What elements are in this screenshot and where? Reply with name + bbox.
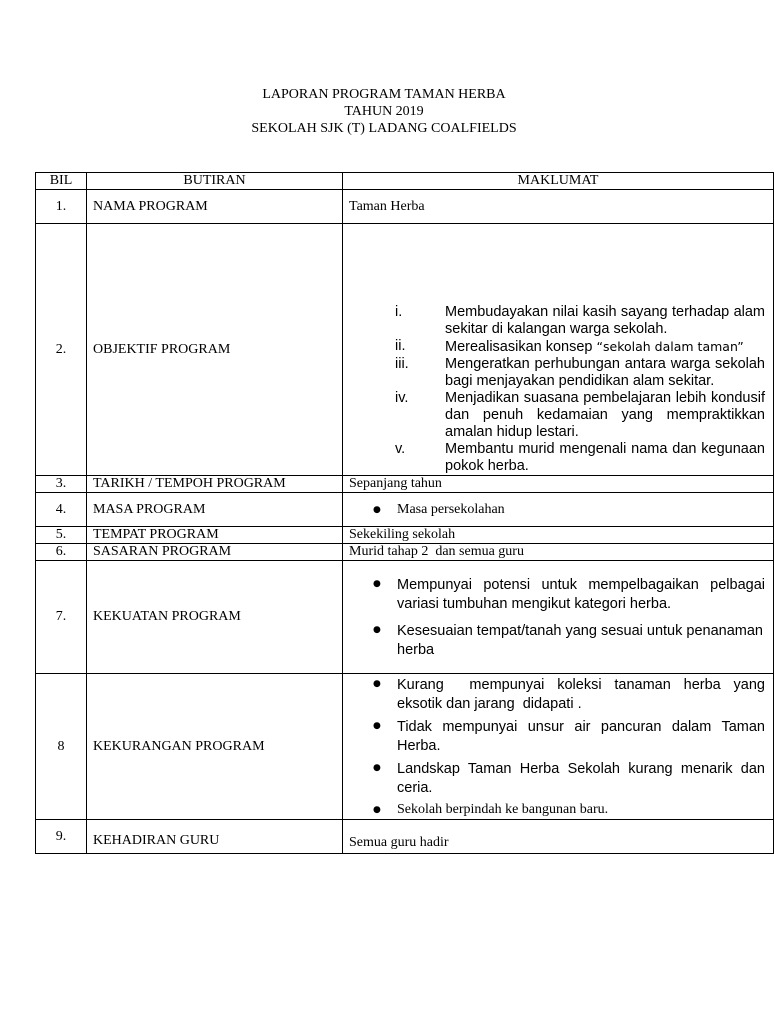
column-header-butiran: BUTIRAN xyxy=(87,173,343,190)
list-item-text: Kesesuaian tempat/tanah yang sesuai untuk penanaman herba xyxy=(397,623,763,658)
list-item-text: Kurang mempunyai koleksi tanaman herba yang eksotik dan jarang didapati . xyxy=(397,677,774,712)
table-header-row xyxy=(36,173,774,190)
bullet-icon: ● xyxy=(373,625,381,635)
list-item-number: iii. xyxy=(395,356,409,372)
column-header-bil: BIL xyxy=(36,173,87,190)
row-butiran: OBJEKTIF PROGRAM xyxy=(87,224,343,476)
table-row xyxy=(36,544,774,561)
row-butiran: NAMA PROGRAM xyxy=(87,190,343,224)
list-item-text-wrap xyxy=(445,338,765,356)
row-butiran: SASARAN PROGRAM xyxy=(87,544,343,561)
row-butiran: TARIKH / TEMPOH PROGRAM xyxy=(87,476,343,493)
bullet-icon: ● xyxy=(373,763,381,773)
list-item xyxy=(349,390,765,441)
table-row xyxy=(36,190,774,224)
list-item-text: Mempunyai potensi untuk mempelbagaikan pelbagai variasi tumbuhan mengikut kategori herba. xyxy=(397,577,765,612)
list-item-text: Landskap Taman Herba Sekolah kurang menarik dan ceria. xyxy=(397,761,765,796)
list-item-number: iv. xyxy=(395,390,409,406)
list-item xyxy=(349,441,765,475)
objective-list xyxy=(349,304,765,475)
list-item-number: v. xyxy=(395,441,406,457)
row-butiran: KEKUATAN PROGRAM xyxy=(87,561,343,674)
bullet-list xyxy=(349,576,765,660)
row-bil: 3. xyxy=(36,476,87,493)
table-row xyxy=(36,493,774,527)
row-maklumat: Taman Herba xyxy=(343,190,774,224)
list-item xyxy=(349,802,765,819)
row-bil: 4. xyxy=(36,493,87,527)
table-row xyxy=(36,476,774,493)
bullet-list xyxy=(349,676,774,819)
row-maklumat: Sekekiling sekolah xyxy=(343,527,774,544)
list-item xyxy=(349,338,765,356)
bullet-icon: ● xyxy=(373,504,381,515)
list-item-text: Membantu murid mengenali nama dan kegunaan pokok herba. xyxy=(445,441,765,474)
report-school: SEKOLAH SJK (T) LADANG COALFIELDS xyxy=(251,121,517,136)
table-row xyxy=(36,224,774,476)
row-butiran: TEMPAT PROGRAM xyxy=(87,527,343,544)
list-item xyxy=(349,676,774,714)
row-bil: 9. xyxy=(36,820,87,854)
bullet-icon: ● xyxy=(373,721,381,731)
row-butiran: KEKURANGAN PROGRAM xyxy=(87,674,343,820)
list-item-quote: “sekolah dalam taman” xyxy=(596,339,744,354)
bullet-icon: ● xyxy=(373,579,381,589)
list-item-text: Merealisasikan konsep xyxy=(445,339,593,355)
report-table xyxy=(35,172,774,854)
row-maklumat xyxy=(343,224,774,476)
list-item xyxy=(349,304,765,338)
row-butiran: KEHADIRAN GURU xyxy=(87,820,343,854)
table-row xyxy=(36,527,774,544)
row-maklumat: Murid tahap 2 dan semua guru xyxy=(343,544,774,561)
list-item-text: Menjadikan suasana pembelajaran lebih kondusif dan penuh kedamaian yang mempraktikkan amalan hidup lestari. xyxy=(445,390,765,440)
list-item xyxy=(349,718,765,756)
list-item-number: i. xyxy=(395,304,403,320)
list-item xyxy=(349,576,765,614)
bullet-icon: ● xyxy=(373,805,381,815)
report-title: LAPORAN PROGRAM TAMAN HERBA xyxy=(262,87,506,102)
column-header-maklumat: MAKLUMAT xyxy=(343,173,774,190)
list-item-text: Masa persekolahan xyxy=(397,501,505,517)
row-maklumat xyxy=(343,674,774,820)
row-maklumat xyxy=(343,493,774,527)
row-butiran: MASA PROGRAM xyxy=(87,493,343,527)
row-bil: 5. xyxy=(36,527,87,544)
row-maklumat: Sepanjang tahun xyxy=(343,476,774,493)
list-item xyxy=(349,622,765,660)
list-item-text: Mengeratkan perhubungan antara warga sekolah bagi menjayakan pendidikan alam sekitar. xyxy=(445,356,765,389)
list-item-number: ii. xyxy=(395,338,406,354)
table-row xyxy=(36,674,774,820)
table-row xyxy=(36,820,774,854)
list-item-text: Tidak mempunyai unsur air pancuran dalam Taman Herba. xyxy=(397,719,765,754)
row-bil: 7. xyxy=(36,561,87,674)
row-bil: 2. xyxy=(36,224,87,476)
bullet-list xyxy=(349,502,765,519)
row-maklumat: Semua guru hadir xyxy=(343,820,774,854)
row-bil: 6. xyxy=(36,544,87,561)
list-item xyxy=(349,760,765,798)
list-item xyxy=(349,502,765,519)
list-item-text: Sekolah berpindah ke bangunan baru. xyxy=(397,802,609,817)
row-bil: 1. xyxy=(36,190,87,224)
report-year: TAHUN 2019 xyxy=(344,104,424,119)
report-header xyxy=(0,86,768,137)
bullet-icon: ● xyxy=(373,679,381,689)
row-bil: 8 xyxy=(36,674,87,820)
list-item-text: Membudayakan nilai kasih sayang terhadap alam sekitar di kalangan warga sekolah. xyxy=(445,304,765,337)
row-maklumat xyxy=(343,561,774,674)
list-item xyxy=(349,356,765,390)
table-row xyxy=(36,561,774,674)
